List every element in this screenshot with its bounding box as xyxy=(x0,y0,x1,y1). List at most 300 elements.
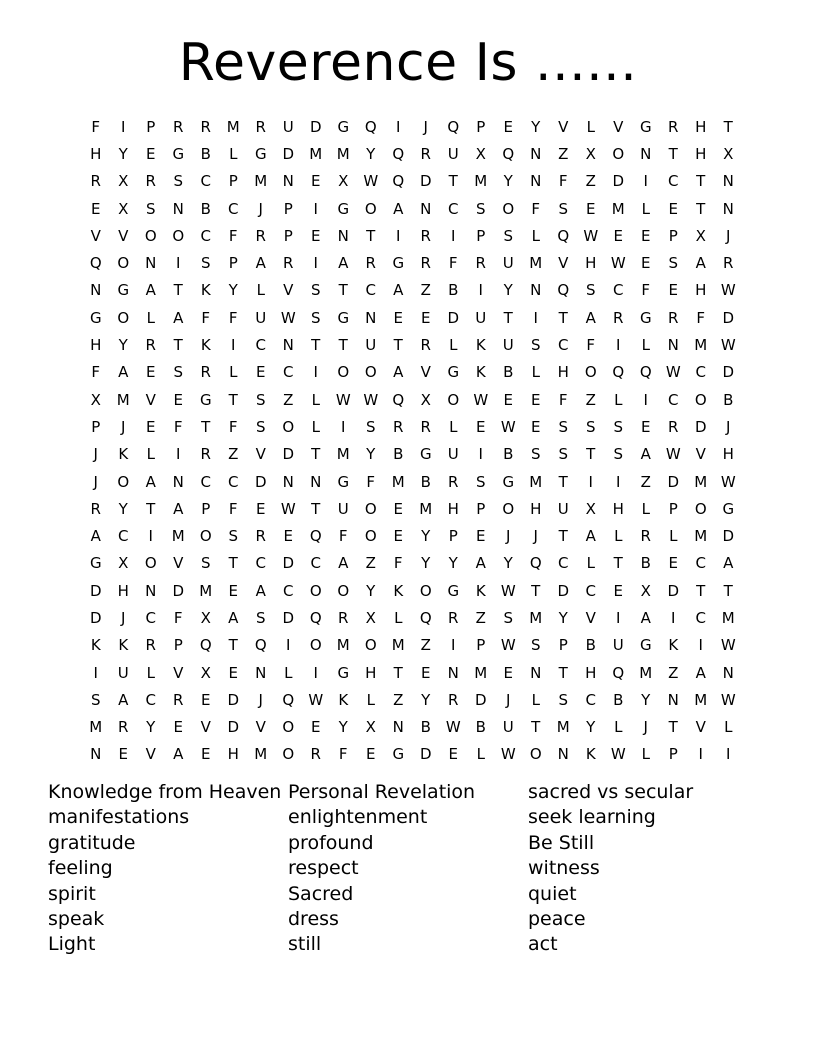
grid-letter: S xyxy=(310,308,321,327)
grid-row xyxy=(82,632,742,659)
grid-letter: K xyxy=(393,581,404,600)
grid-letter: N xyxy=(145,581,157,600)
grid-letter: O xyxy=(364,363,377,382)
grid-letter: E xyxy=(641,254,651,273)
grid-letter: A xyxy=(145,472,156,491)
grid-letter: Z xyxy=(420,281,431,300)
grid-letter: W xyxy=(665,445,681,464)
grid-letter: S xyxy=(585,281,596,300)
grid-letter: D xyxy=(89,581,102,600)
grid-letter: Q xyxy=(612,663,625,682)
grid-letter: R xyxy=(200,117,211,136)
grid-letter: A xyxy=(173,499,184,518)
grid-letter: N xyxy=(392,718,404,737)
grid-letter: E xyxy=(283,527,293,546)
word-column xyxy=(288,780,528,958)
grid-row xyxy=(82,686,742,713)
grid-letter: Q xyxy=(309,608,322,627)
grid-letter: G xyxy=(447,581,460,600)
grid-letter: S xyxy=(228,527,239,546)
grid-letter: E xyxy=(668,554,678,573)
grid-letter: I xyxy=(176,445,181,464)
grid-letter: I xyxy=(671,608,676,627)
grid-letter: V xyxy=(255,445,266,464)
grid-letter: U xyxy=(282,117,294,136)
grid-letter: E xyxy=(118,745,128,764)
grid-row xyxy=(82,550,742,577)
grid-letter: E xyxy=(146,363,156,382)
grid-letter: L xyxy=(449,336,458,355)
grid-letter: S xyxy=(530,336,541,355)
grid-letter: M xyxy=(474,663,488,682)
grid-letter: T xyxy=(173,281,183,300)
grid-letter: Z xyxy=(585,172,596,191)
grid-letter: H xyxy=(695,144,707,163)
grid-row xyxy=(82,522,742,549)
grid-letter: G xyxy=(447,363,460,382)
grid-letter: T xyxy=(558,527,568,546)
grid-letter: H xyxy=(612,499,624,518)
grid-letter: V xyxy=(558,254,569,273)
grid-letter: R xyxy=(255,226,266,245)
grid-letter: W xyxy=(500,581,516,600)
grid-letter: N xyxy=(282,336,294,355)
grid-letter: F xyxy=(338,527,348,546)
grid-letter: B xyxy=(723,390,734,409)
grid-row xyxy=(82,413,742,440)
grid-letter: R xyxy=(668,117,679,136)
grid-letter: E xyxy=(228,663,238,682)
grid-letter: N xyxy=(90,281,102,300)
grid-letter: F xyxy=(393,554,403,573)
grid-letter: F xyxy=(228,226,238,245)
grid-letter: P xyxy=(476,636,486,655)
grid-letter: E xyxy=(421,308,431,327)
grid-letter: W xyxy=(583,226,599,245)
grid-letter: F xyxy=(696,308,706,327)
grid-letter: C xyxy=(145,608,156,627)
grid-letter: S xyxy=(173,363,184,382)
grid-letter: V xyxy=(283,281,294,300)
grid-letter: P xyxy=(668,745,678,764)
grid-letter: T xyxy=(366,226,376,245)
grid-letter: M xyxy=(391,636,405,655)
grid-letter: S xyxy=(613,417,624,436)
grid-letter: R xyxy=(448,472,459,491)
grid-letter: F xyxy=(173,417,183,436)
grid-letter: T xyxy=(228,390,238,409)
grid-letter: N xyxy=(172,472,184,491)
grid-letter: V xyxy=(695,445,706,464)
grid-letter: E xyxy=(641,226,651,245)
grid-letter: T xyxy=(311,499,321,518)
grid-letter: O xyxy=(502,199,515,218)
grid-letter: N xyxy=(282,472,294,491)
grid-letter: I xyxy=(313,254,318,273)
grid-letter: I xyxy=(533,308,538,327)
grid-letter: N xyxy=(530,144,542,163)
grid-letter: O xyxy=(172,226,185,245)
grid-letter: G xyxy=(639,636,652,655)
grid-row xyxy=(82,441,742,468)
grid-letter: T xyxy=(311,336,321,355)
grid-letter: P xyxy=(283,226,293,245)
grid-letter: Q xyxy=(392,390,405,409)
grid-letter: Z xyxy=(393,690,404,709)
grid-letter: M xyxy=(529,472,543,491)
grid-letter: U xyxy=(557,499,569,518)
grid-letter: A xyxy=(640,445,651,464)
grid-letter: M xyxy=(419,499,433,518)
grid-letter: E xyxy=(228,581,238,600)
grid-letter: S xyxy=(530,445,541,464)
grid-letter: H xyxy=(227,745,239,764)
grid-letter: O xyxy=(529,745,542,764)
grid-letter: V xyxy=(558,117,569,136)
grid-letter: R xyxy=(420,336,431,355)
grid-letter: O xyxy=(364,499,377,518)
grid-letter: X xyxy=(695,226,706,245)
grid-letter: U xyxy=(447,445,459,464)
grid-letter: W xyxy=(280,308,296,327)
grid-letter: A xyxy=(475,554,486,573)
grid-letter: U xyxy=(255,308,267,327)
grid-letter: M xyxy=(199,581,213,600)
grid-letter: F xyxy=(641,281,651,300)
grid-letter: N xyxy=(530,663,542,682)
grid-letter: D xyxy=(447,308,460,327)
grid-row xyxy=(82,468,742,495)
grid-letter: X xyxy=(585,499,596,518)
grid-row xyxy=(82,304,742,331)
grid-letter: C xyxy=(668,390,679,409)
grid-letter: E xyxy=(531,390,541,409)
grid-letter: C xyxy=(613,281,624,300)
grid-letter: Q xyxy=(639,363,652,382)
grid-letter: G xyxy=(337,117,350,136)
grid-letter: G xyxy=(392,745,405,764)
grid-letter: Q xyxy=(254,636,267,655)
grid-letter: T xyxy=(723,117,733,136)
grid-letter: E xyxy=(613,226,623,245)
grid-letter: G xyxy=(172,144,185,163)
grid-letter: Q xyxy=(392,144,405,163)
grid-letter: I xyxy=(726,745,731,764)
grid-letter: V xyxy=(118,226,129,245)
grid-letter: L xyxy=(641,336,650,355)
grid-letter: E xyxy=(476,417,486,436)
grid-letter: S xyxy=(558,417,569,436)
grid-letter: W xyxy=(500,745,516,764)
grid-letter: E xyxy=(311,172,321,191)
grid-letter: C xyxy=(145,690,156,709)
grid-letter: R xyxy=(90,499,101,518)
grid-letter: U xyxy=(502,718,514,737)
grid-letter: B xyxy=(200,199,211,218)
grid-letter: G xyxy=(199,390,212,409)
grid-letter: T xyxy=(586,445,596,464)
grid-letter: N xyxy=(530,281,542,300)
grid-letter: Z xyxy=(283,390,294,409)
word-list-item: seek learning xyxy=(528,806,656,829)
grid-letter: M xyxy=(694,690,708,709)
grid-letter: E xyxy=(668,281,678,300)
grid-letter: A xyxy=(338,554,349,573)
grid-letter: W xyxy=(720,472,736,491)
grid-letter: Y xyxy=(503,554,513,573)
grid-letter: D xyxy=(282,144,295,163)
grid-letter: R xyxy=(145,336,156,355)
grid-letter: U xyxy=(337,499,349,518)
grid-letter: O xyxy=(144,554,157,573)
grid-letter: M xyxy=(529,254,543,273)
grid-letter: X xyxy=(338,172,349,191)
grid-letter: I xyxy=(313,663,318,682)
grid-letter: E xyxy=(256,363,266,382)
grid-letter: D xyxy=(667,472,680,491)
grid-letter: Z xyxy=(420,636,431,655)
grid-letter: C xyxy=(365,281,376,300)
grid-letter: Z xyxy=(558,144,569,163)
grid-letter: V xyxy=(145,745,156,764)
grid-letter: N xyxy=(145,254,157,273)
grid-letter: G xyxy=(639,117,652,136)
grid-letter: N xyxy=(722,172,734,191)
grid-letter: S xyxy=(558,199,569,218)
grid-letter: G xyxy=(254,144,267,163)
grid-letter: W xyxy=(335,390,351,409)
grid-letter: F xyxy=(228,308,238,327)
grid-letter: R xyxy=(668,308,679,327)
word-list xyxy=(48,780,788,958)
word-list-item: Be Still xyxy=(528,831,595,854)
grid-letter: N xyxy=(90,745,102,764)
grid-letter: E xyxy=(476,527,486,546)
grid-letter: T xyxy=(503,308,513,327)
grid-letter: A xyxy=(723,554,734,573)
grid-letter: T xyxy=(201,417,211,436)
grid-letter: O xyxy=(117,472,130,491)
grid-letter: F xyxy=(228,417,238,436)
grid-letter: F xyxy=(558,390,568,409)
grid-letter: C xyxy=(255,554,266,573)
grid-letter: S xyxy=(558,445,569,464)
grid-letter: O xyxy=(144,226,157,245)
grid-letter: S xyxy=(503,608,514,627)
grid-letter: G xyxy=(337,663,350,682)
grid-letter: Q xyxy=(447,117,460,136)
grid-letter: Q xyxy=(557,226,570,245)
grid-letter: R xyxy=(365,254,376,273)
grid-letter: I xyxy=(478,281,483,300)
word-list-item: still xyxy=(288,933,322,956)
grid-letter: I xyxy=(643,390,648,409)
grid-letter: S xyxy=(310,281,321,300)
grid-letter: D xyxy=(612,172,625,191)
grid-letter: T xyxy=(338,281,348,300)
grid-letter: O xyxy=(364,527,377,546)
grid-letter: D xyxy=(419,172,432,191)
grid-letter: T xyxy=(393,663,403,682)
grid-letter: E xyxy=(503,390,513,409)
grid-letter: D xyxy=(474,690,487,709)
grid-letter: R xyxy=(283,254,294,273)
grid-letter: L xyxy=(284,663,293,682)
grid-letter: Q xyxy=(419,608,432,627)
grid-letter: P xyxy=(668,499,678,518)
grid-letter: A xyxy=(393,363,404,382)
grid-letter: M xyxy=(639,663,653,682)
grid-letter: R xyxy=(200,445,211,464)
grid-letter: E xyxy=(173,390,183,409)
grid-letter: B xyxy=(613,690,624,709)
grid-letter: I xyxy=(396,226,401,245)
grid-letter: T xyxy=(173,336,183,355)
grid-letter: Q xyxy=(612,363,625,382)
grid-letter: L xyxy=(586,117,595,136)
grid-letter: C xyxy=(118,527,129,546)
grid-letter: P xyxy=(476,117,486,136)
grid-letter: Z xyxy=(585,390,596,409)
grid-letter: T xyxy=(448,172,458,191)
grid-letter: I xyxy=(231,336,236,355)
grid-letter: T xyxy=(558,663,568,682)
grid-letter: G xyxy=(419,445,432,464)
grid-letter: D xyxy=(282,608,295,627)
grid-letter: R xyxy=(255,117,266,136)
grid-letter: N xyxy=(530,172,542,191)
grid-letter: V xyxy=(695,718,706,737)
grid-letter: O xyxy=(364,199,377,218)
grid-letter: O xyxy=(309,581,322,600)
grid-letter: W xyxy=(308,690,324,709)
grid-letter: V xyxy=(90,226,101,245)
grid-letter: K xyxy=(200,281,211,300)
grid-letter: E xyxy=(586,199,596,218)
grid-letter: E xyxy=(173,718,183,737)
word-list-item: respect xyxy=(288,857,359,880)
grid-letter: D xyxy=(722,527,735,546)
grid-letter: C xyxy=(228,472,239,491)
grid-letter: B xyxy=(640,554,651,573)
grid-letter: Y xyxy=(641,690,651,709)
grid-letter: P xyxy=(201,499,211,518)
grid-letter: I xyxy=(93,663,98,682)
grid-letter: M xyxy=(336,144,350,163)
grid-letter: W xyxy=(610,254,626,273)
grid-letter: Q xyxy=(89,254,102,273)
grid-letter: A xyxy=(393,281,404,300)
grid-letter: J xyxy=(423,117,428,136)
grid-letter: T xyxy=(228,636,238,655)
grid-letter: V xyxy=(585,608,596,627)
grid-letter: N xyxy=(282,172,294,191)
grid-letter: B xyxy=(503,445,514,464)
grid-letter: M xyxy=(254,745,268,764)
grid-letter: T xyxy=(531,581,541,600)
grid-letter: V xyxy=(420,363,431,382)
grid-letter: D xyxy=(722,308,735,327)
grid-letter: A xyxy=(255,581,266,600)
grid-row xyxy=(82,222,742,249)
grid-letter: F xyxy=(586,336,596,355)
grid-letter: W xyxy=(500,417,516,436)
grid-letter: X xyxy=(90,390,101,409)
grid-letter: T xyxy=(558,472,568,491)
grid-letter: P xyxy=(283,199,293,218)
grid-letter: H xyxy=(90,336,102,355)
grid-letter: O xyxy=(117,254,130,273)
grid-letter: A xyxy=(585,308,596,327)
grid-letter: G xyxy=(722,499,735,518)
grid-letter: I xyxy=(176,254,181,273)
grid-letter: H xyxy=(117,581,129,600)
grid-letter: O xyxy=(612,144,625,163)
word-list-item: manifestations xyxy=(48,806,190,829)
grid-letter: P xyxy=(91,417,101,436)
word-list-item: witness xyxy=(528,857,600,880)
grid-letter: L xyxy=(229,363,238,382)
grid-letter: F xyxy=(338,745,348,764)
grid-letter: T xyxy=(146,499,156,518)
grid-letter: D xyxy=(694,417,707,436)
word-list-item: Light xyxy=(48,933,96,956)
grid-letter: Y xyxy=(586,718,596,737)
grid-letter: C xyxy=(283,581,294,600)
grid-letter: O xyxy=(584,363,597,382)
grid-letter: T xyxy=(393,336,403,355)
grid-letter: D xyxy=(172,581,185,600)
grid-letter: L xyxy=(449,417,458,436)
grid-letter: Y xyxy=(228,281,238,300)
grid-letter: Z xyxy=(640,472,651,491)
grid-letter: I xyxy=(396,117,401,136)
grid-letter: O xyxy=(694,390,707,409)
grid-letter: C xyxy=(585,581,596,600)
grid-letter: G xyxy=(89,554,102,573)
grid-letter: S xyxy=(530,636,541,655)
grid-letter: P xyxy=(228,254,238,273)
word-column xyxy=(528,780,768,958)
grid-letter: M xyxy=(89,718,103,737)
grid-letter: C xyxy=(448,199,459,218)
grid-letter: J xyxy=(643,718,648,737)
grid-letter: R xyxy=(613,308,624,327)
grid-letter: K xyxy=(475,336,486,355)
grid-letter: H xyxy=(585,663,597,682)
grid-letter: W xyxy=(720,636,736,655)
grid-letter: K xyxy=(475,581,486,600)
grid-letter: P xyxy=(228,172,238,191)
grid-letter: M xyxy=(694,472,708,491)
grid-letter: T xyxy=(531,718,541,737)
grid-letter: L xyxy=(531,363,540,382)
word-list-item: act xyxy=(528,933,558,956)
grid-letter: R xyxy=(145,636,156,655)
grid-letter: F xyxy=(91,363,101,382)
grid-letter: A xyxy=(338,254,349,273)
grid-letter: Y xyxy=(338,718,348,737)
grid-letter: E xyxy=(393,527,403,546)
grid-letter: Q xyxy=(502,144,515,163)
grid-letter: X xyxy=(640,581,651,600)
grid-letter: B xyxy=(585,636,596,655)
grid-letter: K xyxy=(118,636,129,655)
grid-letter: Y xyxy=(421,690,431,709)
grid-letter: O xyxy=(447,390,460,409)
grid-letter: Q xyxy=(282,690,295,709)
grid-letter: M xyxy=(556,718,570,737)
